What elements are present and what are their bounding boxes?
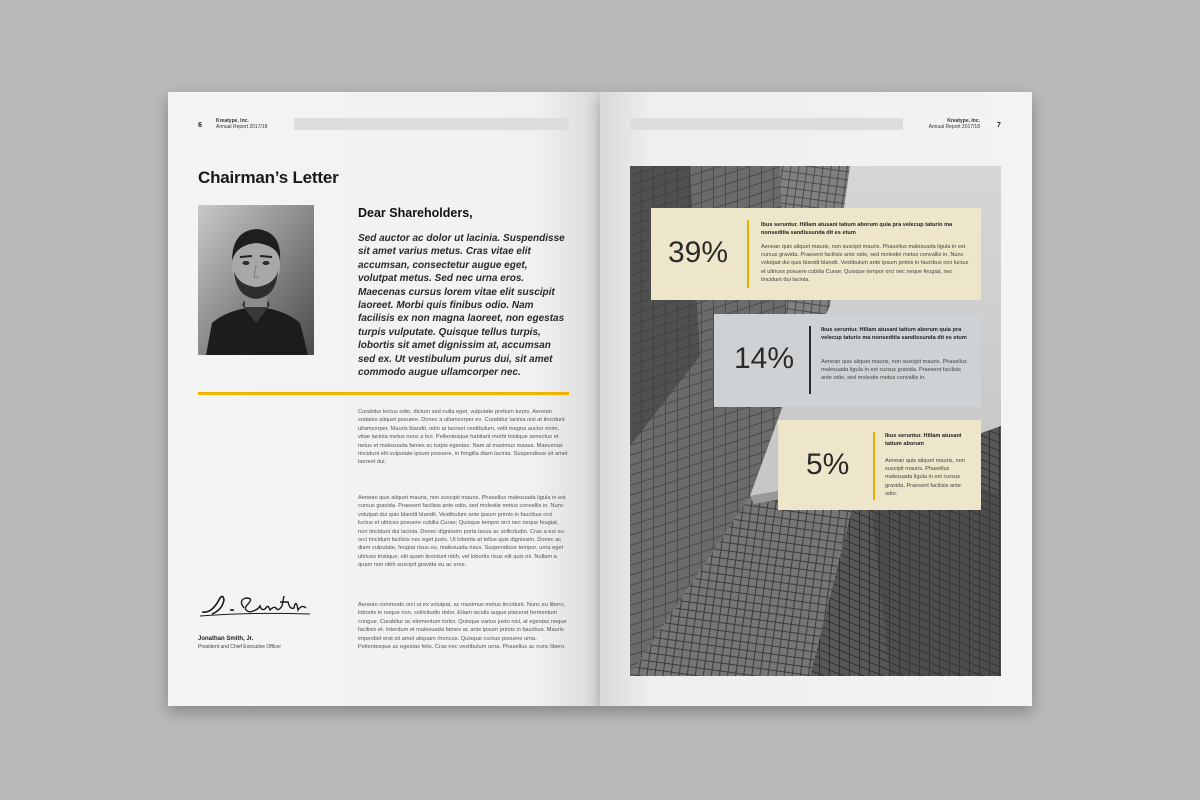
yellow-divider xyxy=(198,392,569,395)
chairman-portrait xyxy=(198,205,314,355)
stat-percent: 5% xyxy=(806,448,850,481)
stat-text: Aenean quis aliquet mauris, non suscipit mauris. Phasellus malesuada ligula in est cursus gravida. Praesent facilisis ante odio, sed molestie metus convallis in. xyxy=(821,359,967,382)
stat-card xyxy=(778,420,981,510)
stat-heading: Ibus seruntur. Hillam atusani tatium aborum quia pra velecup taturio ma nonseditia sandissunda dit es etum xyxy=(821,327,967,341)
brochure-spread xyxy=(168,92,1032,706)
company-name: Kreatype, Inc. xyxy=(947,118,980,124)
letter-greeting: Dear Shareholders, xyxy=(358,206,473,220)
report-name: Annual Report 2017/18 xyxy=(928,124,980,131)
stat-heading: Ibus seruntur. Hillam atusani tatium aborum quia pra velecup taturio ma nonseditia sandissunda dit es etum xyxy=(761,222,953,236)
body-paragraph-3: Aenean commodo orci ut ex volutpat, ac maximus metus tincidunt. Nunc eu libero, lobortis in neque non, sollicitudin dolor. Etiam iaculis augue placerat fermentum congue. Curabitur ac elementum tortor. Quisque varius justo nisl, at egestas neque facilisis et. Interdum et malesuada fames ac ante ipsum primis in faucibus. Mauris imperdiet erat sit amet aliquam rhoncus. Quisque cursus posuere urna. Pellentesque ac egestas felis. Cras nec vestibulum urna. Phasellus ac nunc libero. xyxy=(358,602,567,651)
body-paragraph-1: Curabitur lectus odio, dictum sed nulla eget, vulputate pretium turpis. Aenean sodales aliquet posuere. Donec a ullamcorper ex. Curabitur lacinia nisl at tincidunt ullamcorper. Mauris blandit, odio at laoreet vestibulum, velit magna auctor enim, vitae lacinia metus nunc a leo. Pellentesque habitant morbi tristique senectus et netus et malesuada fames ac turpis egestas. Nam at maximus massa. Maecenas tincidunt elit vulputate ipsum posuere, in fringilla diam lacinia. Suspendisse sit amet laoreet dui. xyxy=(358,409,568,466)
report-name: Annual Report 2017/18 xyxy=(216,124,268,131)
left-page xyxy=(168,92,600,706)
page-title: Chairman’s Letter xyxy=(198,168,339,187)
stat-heading: Ibus seruntur. Hillam atusani tatium aborum xyxy=(885,433,962,447)
stat-text: Aenean quis aliquet mauris, non suscipit mauris. Phasellus malesuada ligula in est cursus gravida. Praesent facilisis ante odio. xyxy=(885,458,965,497)
running-header xyxy=(216,118,267,131)
stat-percent: 39% xyxy=(668,236,729,269)
stat-card xyxy=(651,208,981,300)
stat-accent-line xyxy=(809,326,811,394)
header-bar xyxy=(630,118,903,130)
page-number: 7 xyxy=(997,122,1001,129)
signature xyxy=(198,590,318,625)
stat-accent-line xyxy=(873,432,875,500)
stat-accent-line xyxy=(747,220,749,288)
signer-name: Jonathan Smith, Jr. xyxy=(198,636,254,642)
stat-card xyxy=(714,314,981,407)
page-number: 6 xyxy=(198,122,202,129)
letter-lead-paragraph: Sed auctor ac dolor ut lacinia. Suspendisse sit amet varius metus. Cras vitae elit accumsan, consectetur augue eget, volutpat metus. Sed nec urna eros. Maecenas cursus lorem vitae elit suscipit laoreet. Morbi quis finibus odio. Nam facilisis ex non magna laoreet, non egestas turpis vulputate. Quisque tellus turpis, lobortis sit amet dignissim at, accumsan sed ex. Ut vestibulum purus dui, sit amet commodo augue ullamcorper nec. xyxy=(358,233,565,379)
signer-role: President and Chief Executive Officer xyxy=(198,644,282,650)
stat-percent: 14% xyxy=(734,342,795,375)
header-bar xyxy=(294,118,569,130)
body-paragraph-2: Aenean quis aliquet mauris, non suscipit mauris. Phasellus malesuada ligula in est cursus gravida. Praesent facilisis ante odio, sed molestie metus convallis in. Nunc volutpat dui quis blandit blandit. Vestibulum ante ipsum primis in faucibus orci luctus et ultrices posuere cubilia Curae; Quisque tempor orci nec neque feugiat, non tincidunt dui lacinia. Donec dignissim porta lacus ac sollicitudin. Cras a est eu orci tincidunt facilisis nec eget justo. Ut lobortis at tellus quis dignissim. Donec ac diam vulputate, feugiat risus eu, malesuada risus. Suspendisse tempor, urna eget ultrices tristique, elit quam tincidunt nibh, vel lobortis risus elit quis mi. Nullam a quam non nibh suscipit gravida eu ac eros. xyxy=(358,495,566,569)
company-name: Kreatype, Inc. xyxy=(216,118,249,124)
right-page xyxy=(600,92,1032,706)
running-header xyxy=(918,118,980,131)
stat-text: Aenean quis aliquet mauris, non suscipit mauris. Phasellus malesuada ligula in est cursus gravida. Praesent facilisis ante odio, sed molestie metus convallis in. Nunc volutpat dui quis blandit blandit. Vestibulum ante ipsum primis in faucibus orci luctus et ultrices posuere cubilia Curae; Quisque tempor orci nec neque feugiat, nec tincidunt dui lacinia. xyxy=(761,244,969,283)
